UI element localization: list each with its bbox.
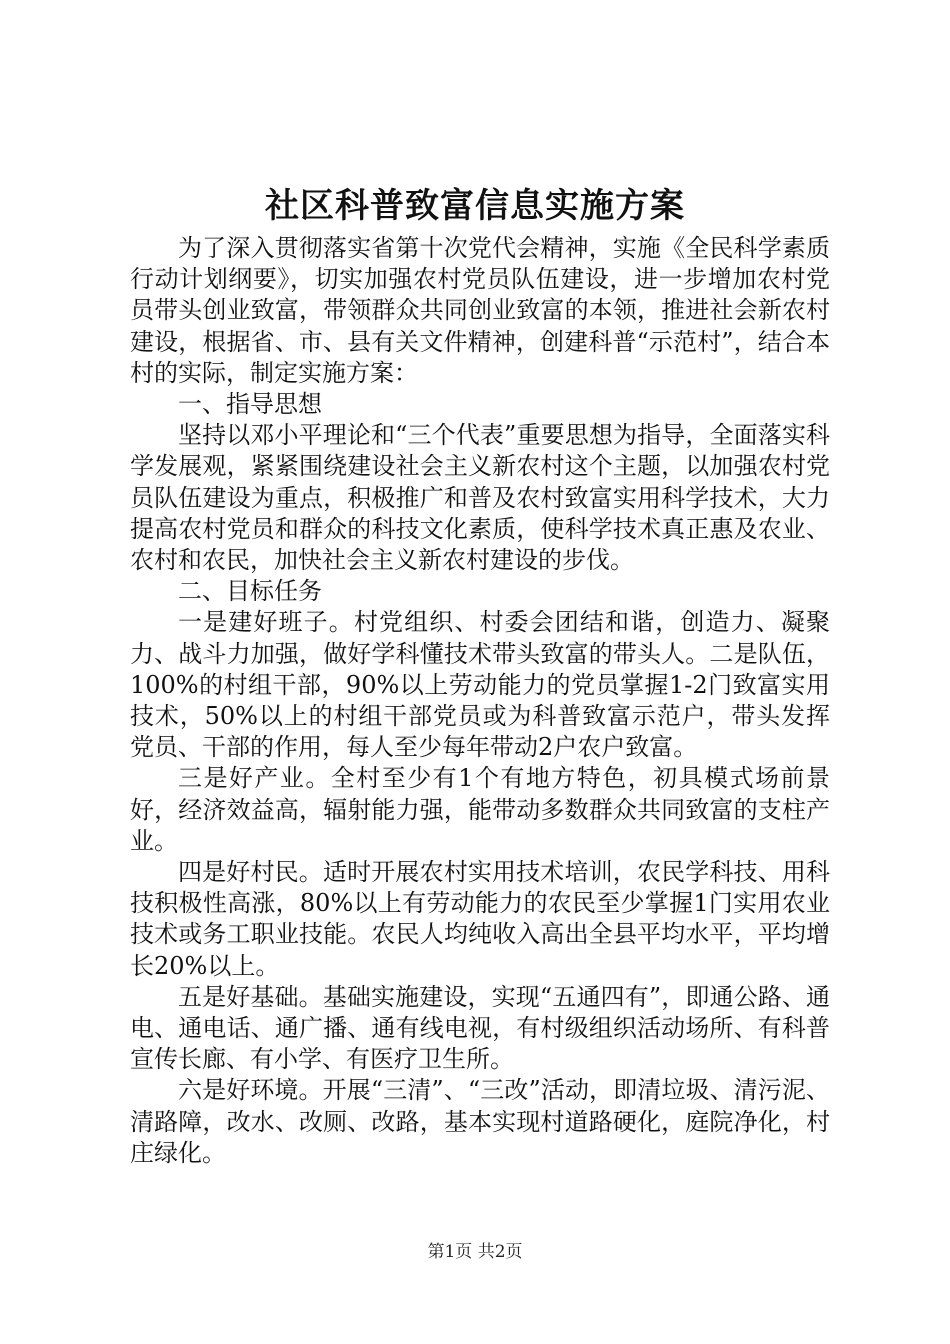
guiding-ideology-paragraph: 坚持以邓小平理论和“三个代表”重要思想为指导，全面落实科学发展观，紧紧围绕建设社会主义新农村这个主题，以加强农村党员队伍建设为重点，积极推广和普及农村致富实用科学技术，大力提高农村党员和群众的科技文化素质，使科学技术真正惠及农业、农村和农民，加快社会主义新农村建设的步伐。 — [130, 421, 830, 575]
section-heading-guiding-ideology: 一、指导思想 — [178, 390, 322, 419]
document-body — [130, 233, 830, 1169]
goal-paragraph-infrastructure: 五是好基础。基础实施建设，实现“五通四有”，即通公路、通电、通电话、通广播、通有线电视，有村级组织活动场所、有科普宣传长廊、有小学、有医疗卫生所。 — [130, 982, 830, 1074]
section-heading-goals: 二、目标任务 — [178, 577, 322, 606]
goal-paragraph-team: 一是建好班子。村党组织、村委会团结和谐，创造力、凝聚力、战斗力加强，做好学科懂技术带头致富的带头人。二是队伍，100%的村组干部，90%以上劳动能力的党员掌握1-2门致富实用技术，50%以上的村组干部党员或为科普致富示范户，带头发挥党员、干部的作用，每人至少每年带动2户农户致富。 — [130, 608, 830, 762]
document-title: 社区科普致富信息实施方案 — [265, 186, 685, 226]
goal-paragraph-villagers: 四是好村民。适时开展农村实用技术培训，农民学科技、用科技积极性高涨，80%以上有劳动能力的农民至少掌握1门实用农业技术或务工职业技能。农民人均纯收入高出全县平均水平，平均增长20%以上。 — [130, 858, 830, 980]
intro-paragraph: 为了深入贯彻落实省第十次党代会精神，实施《全民科学素质行动计划纲要》，切实加强农村党员队伍建设，进一步增加农村党员带头创业致富，带领群众共同创业致富的本领，推进社会新农村建设，根据省、市、县有关文件精神，创建科普“示范村”，结合本村的实际，制定实施方案： — [130, 234, 830, 387]
goal-paragraph-environment: 六是好环境。开展“三清”、“三改”活动，即清垃圾、清污泥、清路障，改水、改厕、改路，基本实现村道路硬化，庭院净化，村庄绿化。 — [130, 1076, 830, 1167]
page-number-footer: 第1页 共2页 — [427, 1242, 523, 1262]
goal-paragraph-industry: 三是好产业。全村至少有1个有地方特色，初具模式场前景好，经济效益高，辐射能力强，能带动多数群众共同致富的支柱产业。 — [130, 764, 830, 855]
